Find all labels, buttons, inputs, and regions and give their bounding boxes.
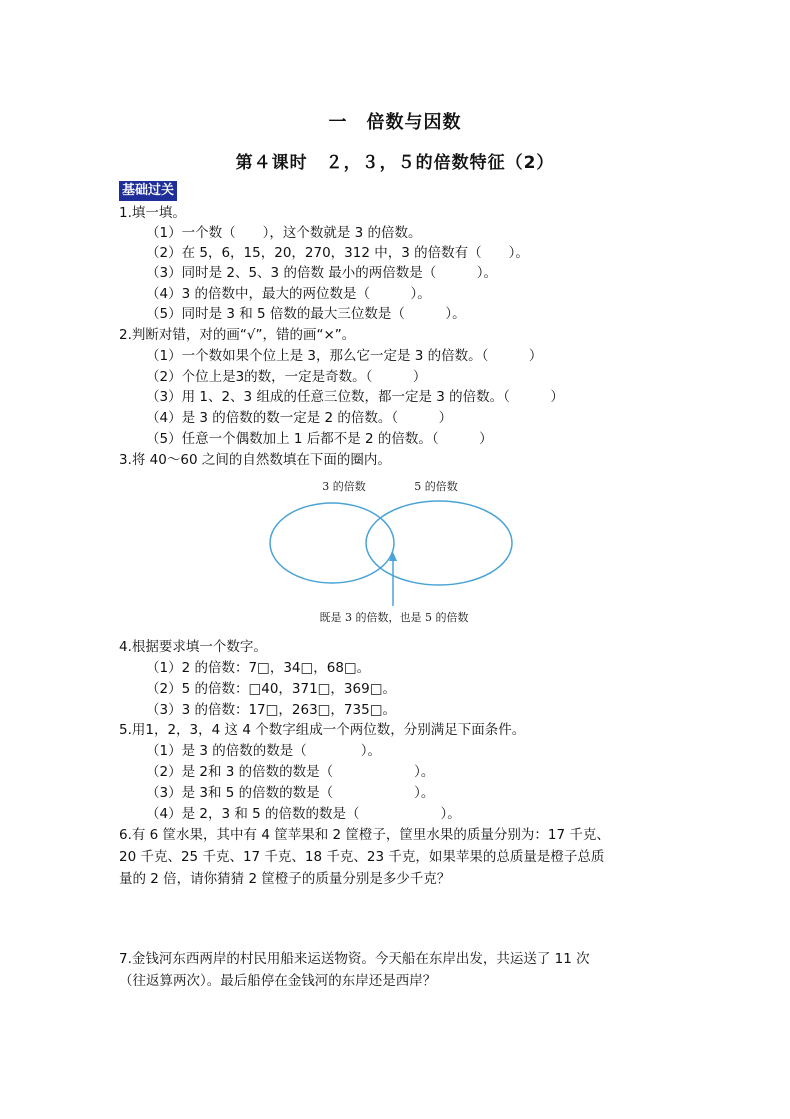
q5-item-3: （3）是 3和 5 的倍数的数是（ ）。: [146, 785, 435, 801]
lesson-title: 第４课时 ２，３，５的倍数特征（2）: [235, 153, 555, 173]
q5-stem: 5.用1，2，3，4 这 4 个数字组成一个两位数，分别满足下面条件。: [119, 722, 526, 738]
venn-right-label: 5 的倍数: [414, 480, 458, 493]
q3-stem: 3.将 40～60 之间的自然数填在下面的圈内。: [119, 452, 391, 468]
q5-item-1: （1）是 3 的倍数的数是（ ）。: [146, 743, 382, 759]
q1-item-3: （3）同时是 2、5、3 的倍数 最小的两倍数是（ ）。: [146, 265, 497, 281]
q1-stem: 1.填一填。: [119, 205, 186, 221]
q7-line-1: 7.金钱河东西两岸的村民用船来运送物资。今天船在东岸出发，共运送了 11 次: [119, 951, 590, 967]
q4-stem: 4.根据要求填一个数字。: [119, 639, 267, 655]
venn-diagram: [262, 468, 526, 630]
q1-item-1: （1）一个数（ ），这个数就是 3 的倍数。: [146, 225, 422, 241]
q4-item-3: （3）3 的倍数：17□，263□，735□。: [146, 702, 396, 718]
q1-item-4: （4）3 的倍数中，最大的两位数是（ ）。: [146, 286, 431, 302]
q2-item-4: （4）是 3 的倍数的数一定是 2 的倍数。（ ）: [146, 410, 453, 426]
venn-svg: [262, 468, 526, 630]
q2-item-1: （1）一个数如果个位上是 3，那么它一定是 3 的倍数。（ ）: [146, 348, 543, 364]
q5-item-2: （2）是 2和 3 的倍数的数是（ ）。: [146, 764, 435, 780]
q2-stem: 2.判断对错，对的画“√”，错的画“×”。: [119, 327, 356, 343]
q7-line-2: （往返算两次）。最后船停在金钱河的东岸还是西岸？: [119, 973, 437, 989]
venn-bottom-label: 既是 3 的倍数，也是 5 的倍数: [319, 611, 469, 624]
section-badge: 基础过关: [119, 181, 177, 201]
q6-line-2: 20 千克、25 千克、17 千克、18 千克、23 千克，如果苹果的总质量是橙子总质: [119, 849, 605, 865]
q6-line-3: 量的 2 倍，请你猜猜 2 筐橙子的质量分别是多少千克？: [119, 871, 451, 887]
q2-item-3: （3）用 1、2、3 组成的任意三位数，都一定是 3 的倍数。（ ）: [146, 389, 564, 405]
venn-left-label: 3 的倍数: [322, 480, 366, 493]
q2-item-5: （5）任意一个偶数加上 1 后都不是 2 的倍数。（ ）: [146, 431, 493, 447]
q6-line-1: 6.有 6 筐水果，其中有 4 筐苹果和 2 筐橙子，筐里水果的质量分别为：17 千克、: [119, 827, 610, 843]
q4-item-1: （1）2 的倍数：7□，34□，68□。: [146, 660, 371, 676]
q4-item-2: （2）5 的倍数：□40，371□，369□。: [146, 681, 396, 697]
q5-item-4: （4）是 2，3 和 5 的倍数的数是（ ）。: [146, 806, 461, 822]
unit-title: 一 倍数与因数: [328, 112, 462, 133]
q1-item-5: （5）同时是 3 和 5 倍数的最大三位数是（ ）。: [146, 306, 466, 322]
q2-item-2: （2）个位上是3的数，一定是奇数。（ ）: [146, 369, 427, 385]
q1-item-2: （2）在 5，6，15，20，270，312 中，3 的倍数有（ ）。: [146, 245, 529, 261]
